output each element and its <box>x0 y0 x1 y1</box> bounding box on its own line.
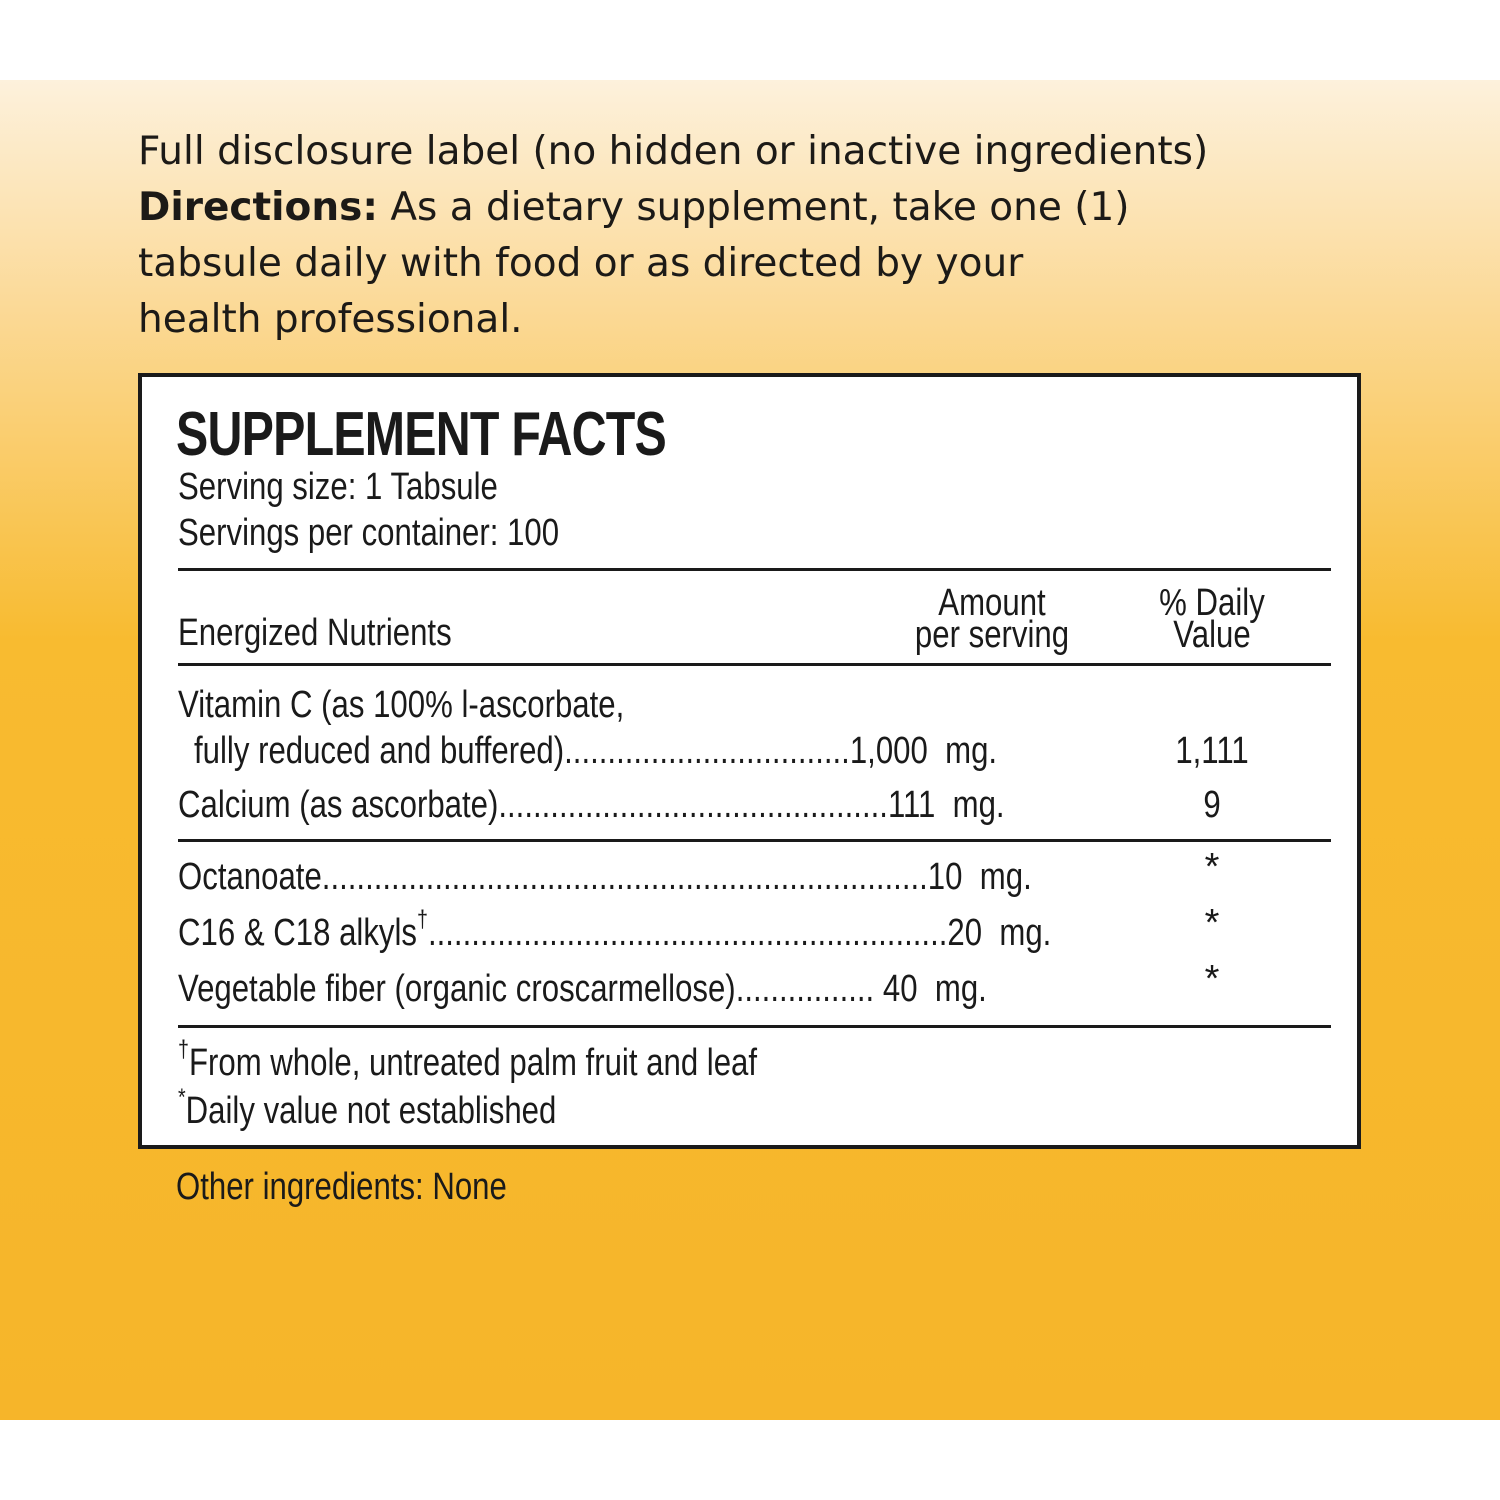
nutrient-unit: mg. <box>999 912 1052 954</box>
facts-title: SUPPLEMENT FACTS <box>176 400 666 469</box>
other-ingredients: Other ingredients: None <box>176 1166 507 1208</box>
nutrient-name: Octanoate <box>178 856 322 898</box>
nutrient-dv: * <box>1204 846 1220 888</box>
nutrient-unit: mg. <box>979 856 1032 898</box>
row-calcium: Calcium (as ascorbate).............................................111 mg. <box>178 784 1005 826</box>
nutrient-name: C16 & C18 alkyls <box>178 912 418 954</box>
row-vitamin-c-line1: Vitamin C (as 100% l-ascorbate, <box>178 684 625 726</box>
footnote-dagger: †From whole, untreated palm fruit and leaf <box>178 1036 758 1084</box>
directions-text-2: tabsule daily with food or as directed by your <box>138 241 1024 286</box>
nutrient-name: fully reduced and buffered) <box>194 730 565 772</box>
directions-label: Directions: <box>138 185 378 230</box>
directions-text-3: health professional. <box>138 297 523 342</box>
footnote-star: *Daily value not established <box>178 1084 557 1132</box>
divider-bottom <box>178 1025 1331 1028</box>
nutrient-amount: 40 <box>882 968 918 1010</box>
header-nutrients: Energized Nutrients <box>178 612 452 654</box>
intro-text <box>138 124 1378 348</box>
header-dv-line1: % Daily <box>1159 582 1265 624</box>
divider-top <box>178 568 1331 571</box>
header-amount-line2: per serving <box>914 614 1070 656</box>
supplement-facts-panel <box>138 373 1361 1149</box>
dagger-mark: † <box>417 906 428 933</box>
nutrient-unit: mg. <box>945 730 998 772</box>
nutrient-dv: * <box>1204 902 1220 944</box>
nutrient-amount: 10 <box>927 856 963 898</box>
nutrient-dv: 9 <box>1203 784 1221 826</box>
disclosure-line: Full disclosure label (no hidden or inactive ingredients) <box>138 129 1209 174</box>
nutrient-dv: * <box>1204 958 1220 1000</box>
divider-middle <box>178 839 1331 842</box>
row-alkyls: C16 & C18 alkyls†............................................................20 mg. <box>178 906 1052 954</box>
footnote-dagger-mark: † <box>178 1036 189 1063</box>
nutrient-amount: 1,000 <box>849 730 928 772</box>
nutrient-amount: 111 <box>887 784 936 826</box>
header-dv-line2: Value <box>1173 614 1251 656</box>
header-amount-line1: Amount <box>938 582 1046 624</box>
row-vegetable-fiber: Vegetable fiber (organic croscarmellose)................ 40 mg. <box>178 968 987 1010</box>
nutrient-unit: mg. <box>934 968 987 1010</box>
serving-size: Serving size: 1 Tabsule <box>178 466 498 508</box>
row-octanoate: Octanoate......................................................................10 mg. <box>178 856 1032 898</box>
footnote-star-mark: * <box>178 1084 186 1111</box>
servings-per-container: Servings per container: 100 <box>178 512 560 554</box>
directions-text-1: As a dietary supplement, take one (1) <box>377 185 1130 230</box>
nutrient-dv: 1,111 <box>1175 730 1249 772</box>
nutrient-name: Calcium (as ascorbate) <box>178 784 499 826</box>
row-vitamin-c: fully reduced and buffered).................................1,000 mg. <box>194 730 998 772</box>
divider-header <box>178 663 1331 666</box>
nutrient-unit: mg. <box>952 784 1005 826</box>
nutrient-name: Vegetable fiber (organic croscarmellose) <box>178 968 736 1010</box>
nutrient-amount: 20 <box>947 912 983 954</box>
